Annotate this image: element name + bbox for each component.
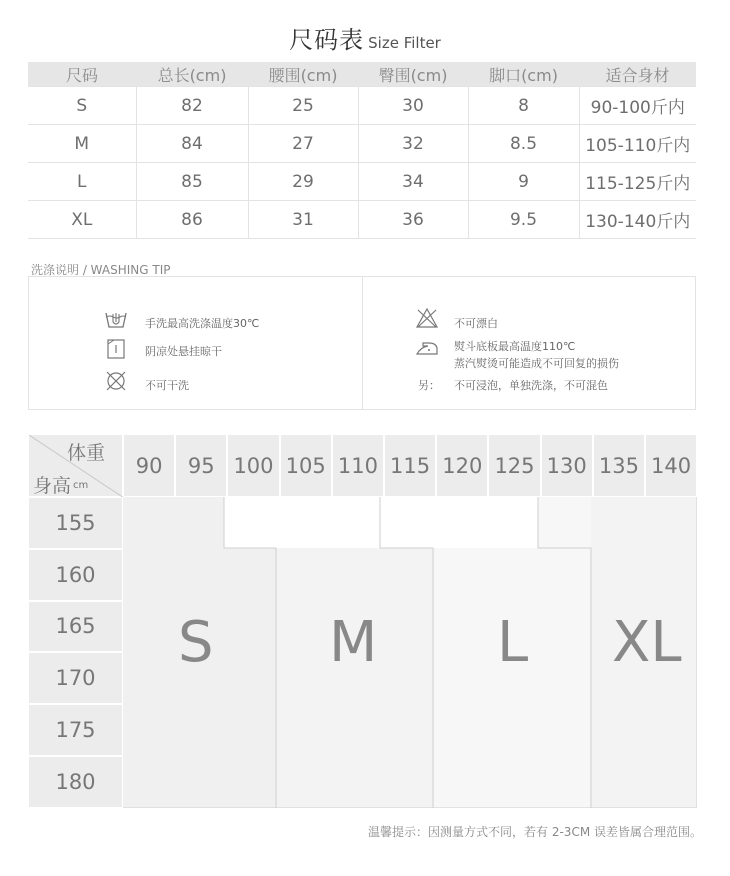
weight-header-cell: 95 (175, 434, 227, 497)
table-cell: 82 (136, 87, 248, 125)
line-dry-shade-icon (104, 338, 128, 360)
weight-header-cell: 135 (593, 434, 645, 497)
iron-icon (415, 337, 439, 359)
header-length: 总长(cm) (136, 62, 248, 87)
table-cell: 32 (358, 125, 468, 163)
height-header-cell: 160 (28, 549, 123, 601)
size-label-s: S (178, 610, 214, 675)
weight-header-cell: 140 (645, 434, 697, 497)
weight-header-cell: 130 (541, 434, 593, 497)
wash-text-iron: 熨斗底板最高温度110℃ (454, 340, 576, 353)
table-cell: 85 (136, 163, 248, 201)
size-label-xl: XL (612, 610, 682, 675)
no-dry-clean-icon (104, 370, 128, 392)
height-header-cell: 170 (28, 652, 123, 704)
table-row (28, 125, 696, 163)
table-cell: 9.5 (468, 201, 579, 239)
no-bleach-icon (415, 307, 439, 329)
table-cell: S (28, 87, 136, 125)
table-cell: 9 (468, 163, 579, 201)
table-cell: 29 (248, 163, 358, 201)
table-cell: 86 (136, 201, 248, 239)
page-title (0, 20, 730, 55)
wash-text-no-bleach: 不可漂白 (454, 317, 498, 330)
corner-height-label: 身高 (33, 475, 72, 497)
table-cell: 25 (248, 87, 358, 125)
size-label-m: M (329, 610, 378, 675)
table-cell: 105-110斤内 (579, 125, 696, 163)
header-fit: 适合身材 (579, 62, 696, 87)
size-label-l: L (497, 610, 529, 675)
table-cell: 115-125斤内 (579, 163, 696, 201)
wash-text-no-dry-clean: 不可干洗 (145, 379, 189, 392)
washing-divider (362, 276, 363, 410)
table-cell: M (28, 125, 136, 163)
height-header-cell: 155 (28, 497, 123, 549)
table-cell: XL (28, 201, 136, 239)
header-size: 尺码 (28, 62, 136, 87)
size-table (28, 62, 696, 239)
table-row (28, 201, 696, 239)
table-cell: 8 (468, 87, 579, 125)
table-cell: 27 (248, 125, 358, 163)
weight-header-cell: 115 (384, 434, 436, 497)
wash-text-hand-wash: 手洗最高洗涤温度30℃ (145, 317, 260, 330)
washing-title: 洗涤说明 / WASHING TIP (31, 263, 171, 277)
height-header-cell: 165 (28, 601, 123, 653)
header-waist: 腰围(cm) (248, 62, 358, 87)
height-header-cell: 180 (28, 756, 123, 808)
wash-text-other-prefix: 另： (418, 379, 440, 392)
table-cell: 31 (248, 201, 358, 239)
table-cell: 84 (136, 125, 248, 163)
weight-header-cell: 100 (227, 434, 279, 497)
header-hip: 臀围(cm) (358, 62, 468, 87)
size-chart (28, 434, 697, 808)
title-cn: 尺码表 (289, 26, 365, 54)
weight-header-cell: 105 (280, 434, 332, 497)
hand-wash-icon (104, 308, 128, 330)
corner-unit-label: cm (73, 480, 89, 491)
weight-header-cell: 110 (332, 434, 384, 497)
table-row (28, 87, 696, 125)
title-en: Size Filter (368, 34, 441, 52)
size-table-header (28, 62, 696, 87)
header-hem: 脚口(cm) (468, 62, 579, 87)
table-cell: 34 (358, 163, 468, 201)
table-cell: 130-140斤内 (579, 201, 696, 239)
height-header-cell: 175 (28, 704, 123, 756)
table-cell: 90-100斤内 (579, 87, 696, 125)
table-cell: L (28, 163, 136, 201)
table-cell: 8.5 (468, 125, 579, 163)
corner-weight-label: 体重 (67, 442, 106, 464)
footnote: 温馨提示：因测量方式不同，若有 2-3CM 误差皆属合理范围。 (368, 825, 702, 839)
weight-header-cell: 90 (123, 434, 175, 497)
table-cell: 30 (358, 87, 468, 125)
wash-text-steam: 蒸汽熨烫可能造成不可回复的损伤 (454, 357, 619, 370)
weight-header-cell: 125 (488, 434, 540, 497)
table-row (28, 163, 696, 201)
weight-header-cell: 120 (436, 434, 488, 497)
table-cell: 36 (358, 201, 468, 239)
wash-text-other: 不可浸泡，单独洗涤，不可混色 (454, 379, 608, 392)
wash-text-dry-shade: 阴凉处悬挂晾干 (145, 345, 222, 358)
